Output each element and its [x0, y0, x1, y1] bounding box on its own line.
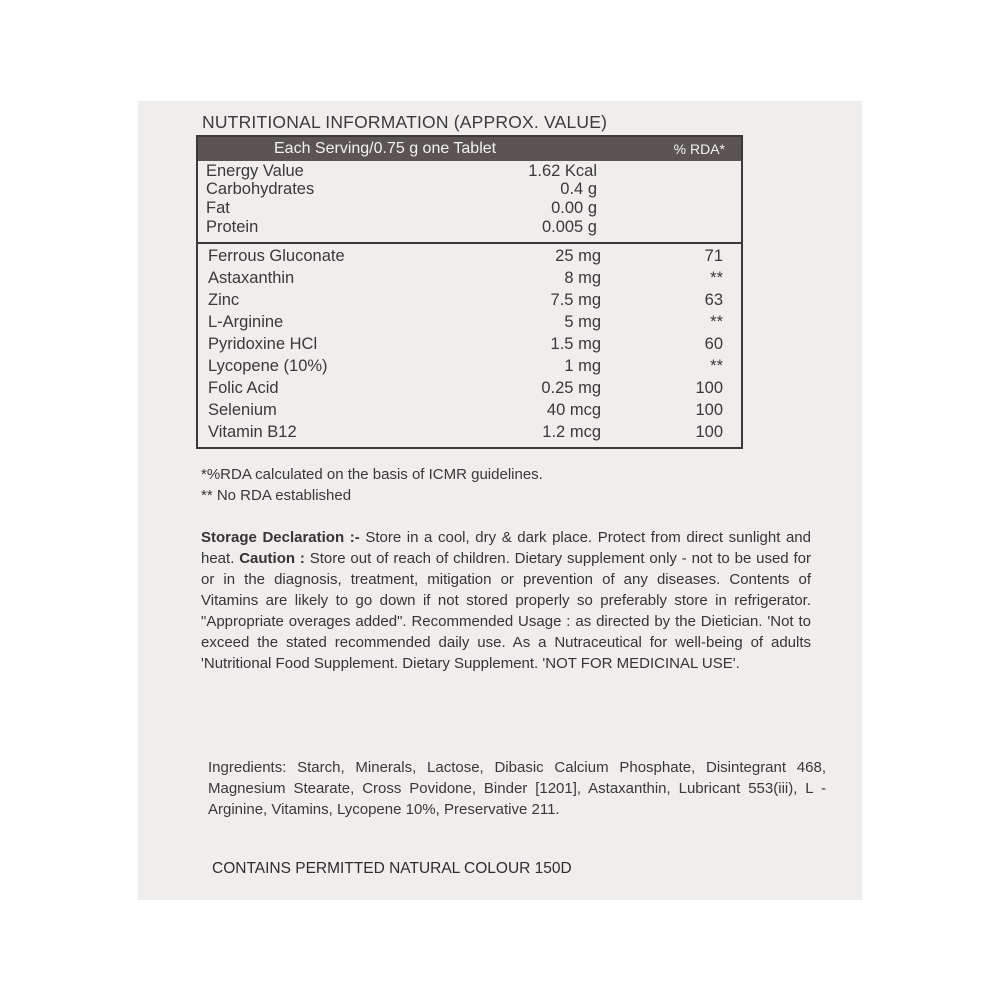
nutrient-value: 0.00 g [551, 199, 597, 217]
nutrient-rda: ** [710, 313, 723, 331]
nutrient-rda: 100 [695, 423, 723, 441]
ingredients: Ingredients: Starch, Minerals, Lactose, Dibasic Calcium Phosphate, Disintegrant 468, Magnesium Stearate, Cross Povidone, Binder [1201], Astaxanthin, Lubricant 553(iii), L - Arginine, Vitamins, Lycopene 10%, Preservative 211. [208, 759, 826, 818]
nutrient-rda: ** [710, 357, 723, 375]
macro-nutrients [198, 161, 741, 244]
nutrient-name: Folic Acid [208, 379, 279, 397]
nutrient-name: L-Arginine [208, 313, 284, 331]
nutrient-name: Energy Value [206, 162, 304, 180]
storage-label: Storage Declaration :- [201, 529, 360, 546]
nutrient-value: 1.5 mg [550, 335, 601, 353]
nutrient-name: Carbohydrates [206, 180, 315, 198]
nutrition-title: NUTRITIONAL INFORMATION (APPROX. VALUE) [202, 112, 608, 132]
storage-declaration [201, 527, 811, 674]
nutrient-rda: 100 [695, 401, 723, 419]
nutrition-table [196, 135, 743, 449]
caution-label: Caution : [239, 550, 305, 567]
rda-header: % RDA* [673, 141, 725, 157]
nutrient-name: Vitamin B12 [208, 423, 297, 441]
nutrient-name: Ferrous Gluconate [208, 247, 345, 265]
nutrient-rda: 60 [704, 335, 723, 353]
nutrient-rda: ** [710, 269, 723, 287]
nutrient-value: 1.62 Kcal [528, 162, 597, 180]
nutrient-value: 1.2 mcg [542, 423, 601, 441]
rda-footnote: *%RDA calculated on the basis of ICMR guidelines. [201, 466, 543, 483]
nutrient-name: Selenium [208, 401, 277, 419]
nutrient-name: Protein [206, 218, 259, 236]
no-rda-footnote: ** No RDA established [201, 487, 352, 504]
nutrient-value: 8 mg [564, 269, 601, 287]
nutrient-name: Lycopene (10%) [208, 357, 328, 375]
nutrient-rda: 100 [695, 379, 723, 397]
nutrient-value: 0.25 mg [541, 379, 601, 397]
storage-text: Store in a cool, dry & dark place. Protect from direct sunlight and heat. [201, 529, 811, 567]
nutrient-value: 25 mg [555, 247, 601, 265]
serving-size-header: Each Serving/0.75 g one Tablet [274, 140, 497, 157]
nutrient-value: 0.005 g [541, 218, 597, 236]
nutrition-table-header [198, 137, 741, 161]
nutrient-value: 1 mg [564, 357, 601, 375]
nutrient-name: Pyridoxine HCl [208, 335, 318, 353]
nutrient-value: 0.4 g [560, 180, 597, 198]
nutrient-name: Zinc [208, 291, 240, 309]
nutrient-name: Astaxanthin [208, 269, 295, 287]
colour-statement: CONTAINS PERMITTED NATURAL COLOUR 150D [212, 860, 572, 877]
nutrient-value: 7.5 mg [550, 291, 601, 309]
nutrient-rda: 71 [704, 247, 723, 265]
nutrient-value: 5 mg [564, 313, 601, 331]
nutrient-rda: 63 [704, 291, 723, 309]
nutrient-name: Fat [206, 199, 230, 217]
nutrient-value: 40 mcg [546, 401, 601, 419]
caution-text: Store out of reach of children. Dietary supplement only - not to be used for or in the diagnosis, treatment, mitigation or prevention of any diseases. Contents of Vitamins are likely to go down if not stored properly so preferably store in refrigerator. "Appropriate overages added". Recommended Usage : as directed by the Dietician. 'Not to exceed the stated recommended daily use. As a Nutraceutical for well-being of adults 'Nutritional Food Supplement. Dietary Supplement. 'NOT FOR MEDICINAL USE'. [201, 550, 811, 672]
